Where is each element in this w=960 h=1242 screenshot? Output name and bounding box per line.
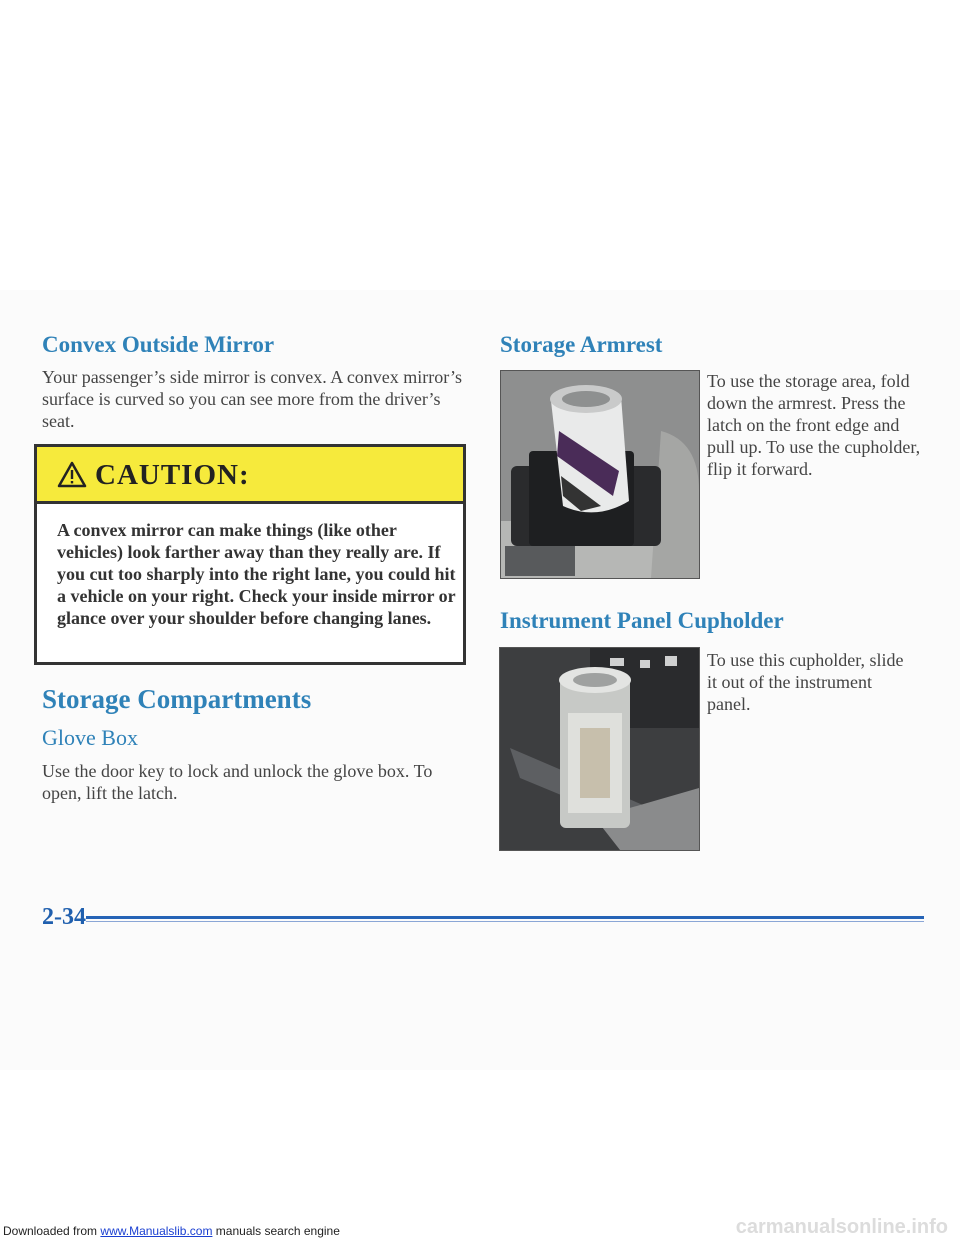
manualslib-link[interactable]: www.Manualslib.com — [100, 1224, 213, 1238]
caution-label: CAUTION: — [95, 459, 250, 491]
download-suffix: manuals search engine — [215, 1224, 340, 1238]
download-prefix: Downloaded from — [3, 1224, 98, 1238]
watermark-logo: carmanualsonline.info — [735, 1216, 948, 1238]
caution-box — [34, 444, 466, 665]
instrument-panel-cupholder-photo — [499, 647, 700, 851]
caution-text: A convex mirror can make things (like other vehicles) look farther away than they really are. If you cut too sharply into the right lane, you could hit a vehicle on your right. Check your inside mirror or glance over your shoulder before changing lanes. — [57, 520, 456, 628]
convex-mirror-heading: Convex Outside Mirror — [42, 332, 275, 357]
armrest-cupholder-photo — [500, 370, 700, 579]
storage-armrest-heading: Storage Armrest — [500, 332, 663, 357]
instrument-panel-cupholder-text: To use this cupholder, slide it out of the instrument panel. — [707, 650, 904, 714]
footer-rule-thin — [86, 921, 924, 922]
page-number: 2-34 — [42, 904, 86, 930]
storage-armrest-text: To use the storage area, fold down the armrest. Press the latch on the front edge and pull up. To use the cupholder, flip it forward. — [707, 371, 921, 479]
footer-rule — [86, 916, 924, 919]
convex-mirror-text: Your passenger’s side mirror is convex. A convex mirror’s surface is curved so you can see more from the driver’s seat. — [42, 367, 462, 431]
caution-header — [37, 447, 463, 504]
download-credit — [3, 1224, 340, 1238]
glove-box-heading: Glove Box — [42, 725, 138, 750]
storage-compartments-heading: Storage Compartments — [42, 684, 312, 714]
instrument-panel-cupholder-heading: Instrument Panel Cupholder — [500, 608, 784, 633]
warning-triangle-icon — [57, 461, 87, 488]
glove-box-text: Use the door key to lock and unlock the glove box. To open, lift the latch. — [42, 761, 433, 803]
